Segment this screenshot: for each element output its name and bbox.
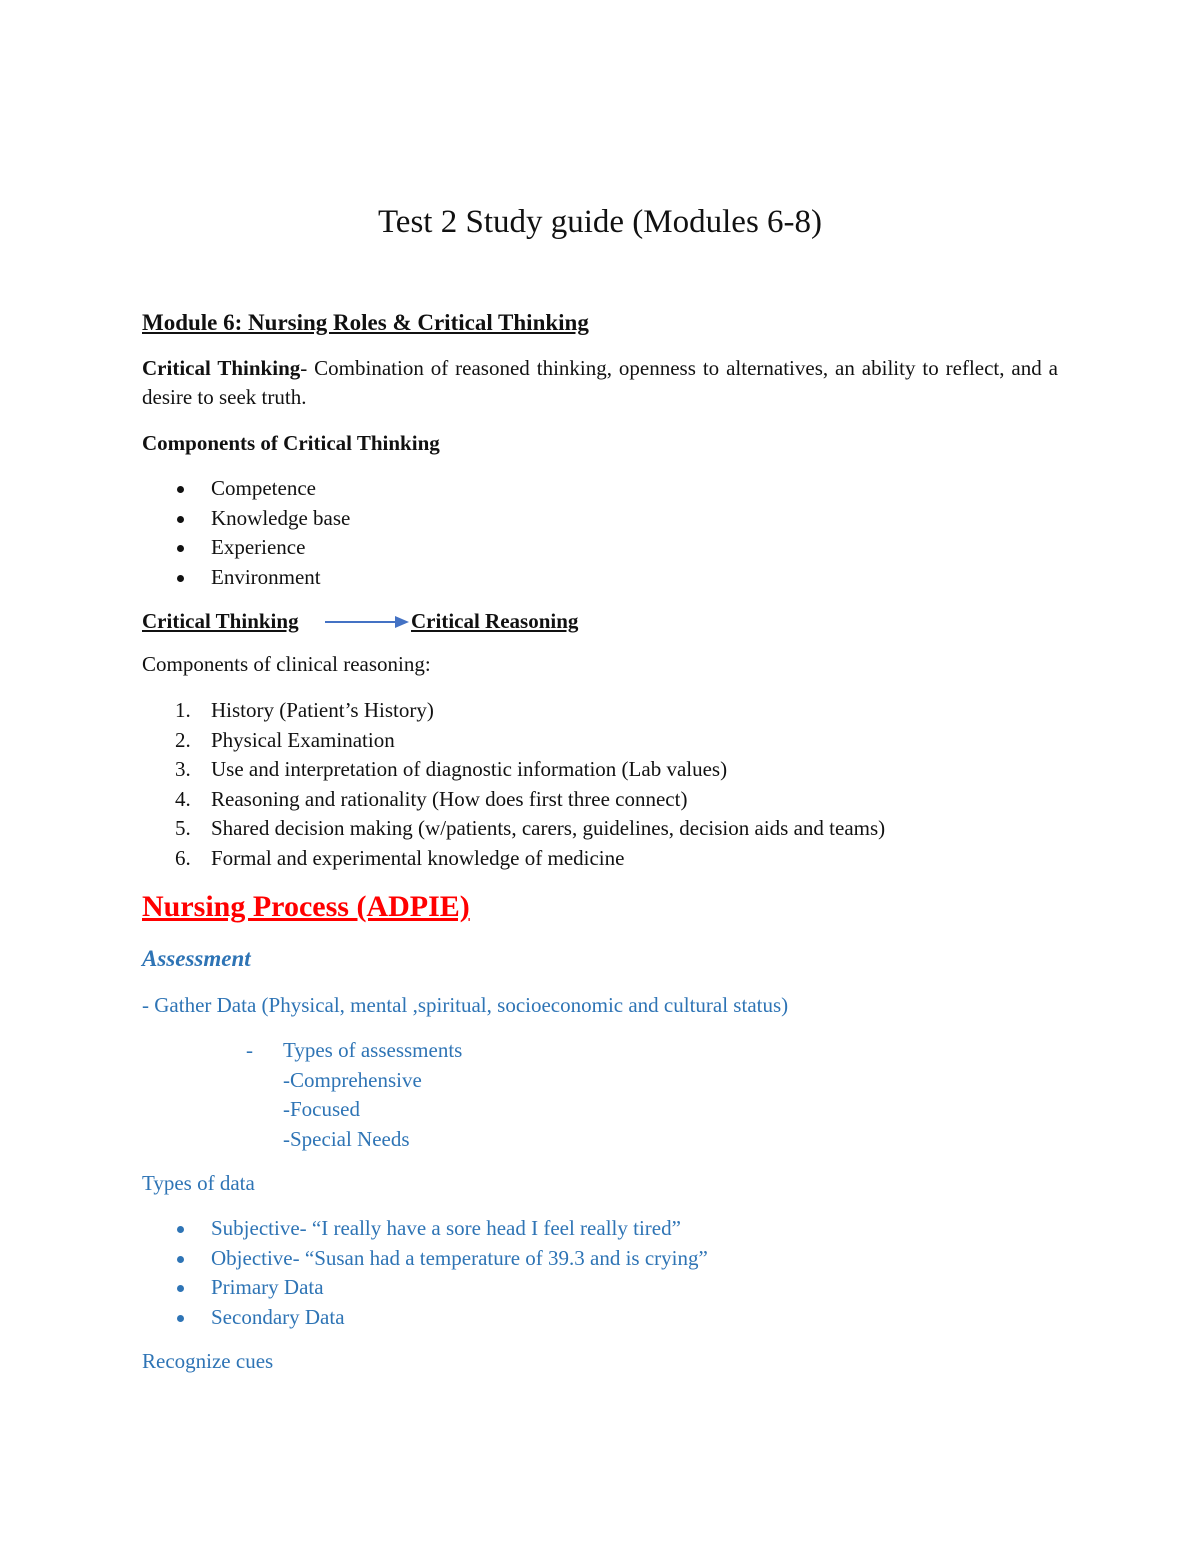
nursing-process-heading: Nursing Process (ADPIE) (142, 890, 470, 923)
list-item: 6. Formal and experimental knowledge of medicine (175, 845, 625, 870)
components-heading: Components of Critical Thinking (142, 431, 440, 455)
right-arrow-icon (325, 613, 411, 631)
list-item: Subjective- “I really have a sore head I feel really tired” (142, 1214, 708, 1244)
list-item-text: Shared decision making (w/patients, carers, guidelines, decision aids and teams) (211, 816, 886, 840)
list-item: Environment (142, 563, 350, 593)
types-of-assessments-heading: Types of assessments (283, 1038, 463, 1062)
critical-thinking-term: Critical Thinking (142, 356, 301, 380)
list-item-text: Use and interpretation of diagnostic information (Lab values) (211, 757, 728, 781)
list-item-text: Physical Examination (211, 727, 395, 752)
page-title: Test 2 Study guide (Modules 6-8) (377, 204, 823, 240)
components-list (142, 474, 350, 592)
critical-thinking-label: Critical Thinking (142, 609, 299, 633)
types-of-data-list (142, 1214, 708, 1332)
assessment-type: -Focused (283, 1097, 360, 1121)
list-item: 5. Shared decision making (w/patients, carers, guidelines, decision aids and teams) (175, 816, 886, 840)
list-item: Primary Data (142, 1273, 708, 1303)
module-6-heading: Module 6: Nursing Roles & Critical Thinking (142, 310, 589, 335)
list-item: 4. Reasoning and rationality (How does first three connect) (175, 786, 688, 811)
gather-data-line: - Gather Data (Physical, mental ,spiritual, socioeconomic and cultural status) (142, 993, 789, 1017)
list-item-text: Reasoning and rationality (How does first three connect) (211, 786, 688, 811)
list-item: 2. Physical Examination (175, 727, 395, 752)
list-item: Knowledge base (142, 504, 350, 534)
list-item: 1. History (Patient’s History) (175, 698, 434, 722)
types-of-data-heading: Types of data (142, 1171, 255, 1195)
list-item: Objective- “Susan had a temperature of 39.3 and is crying” (142, 1244, 708, 1274)
list-item: Competence (142, 474, 350, 504)
assessment-type: -Special Needs (283, 1126, 410, 1151)
recognize-cues-line: Recognize cues (142, 1349, 274, 1373)
assessment-heading: Assessment (142, 946, 251, 971)
list-item-text: Formal and experimental knowledge of medicine (211, 845, 625, 870)
list-item: Experience (142, 533, 350, 563)
critical-reasoning-label: Critical Reasoning (411, 609, 579, 633)
list-item: Secondary Data (142, 1303, 708, 1333)
clinical-reasoning-list (142, 696, 885, 873)
list-item: 3. Use and interpretation of diagnostic information (Lab values) (175, 757, 728, 781)
list-item-text: History (Patient’s History) (211, 698, 434, 722)
clinical-reasoning-heading: Components of clinical reasoning: (142, 652, 431, 676)
assessment-type: -Comprehensive (283, 1067, 422, 1092)
dash-bullet: - (246, 1038, 253, 1062)
thinking-to-reasoning-row (142, 607, 622, 636)
critical-thinking-text: - Combination of reasoned thinking, openness to alternatives, an ability to reflect, and a desire to seek truth. (142, 356, 1058, 409)
critical-thinking-definition (142, 354, 1058, 412)
